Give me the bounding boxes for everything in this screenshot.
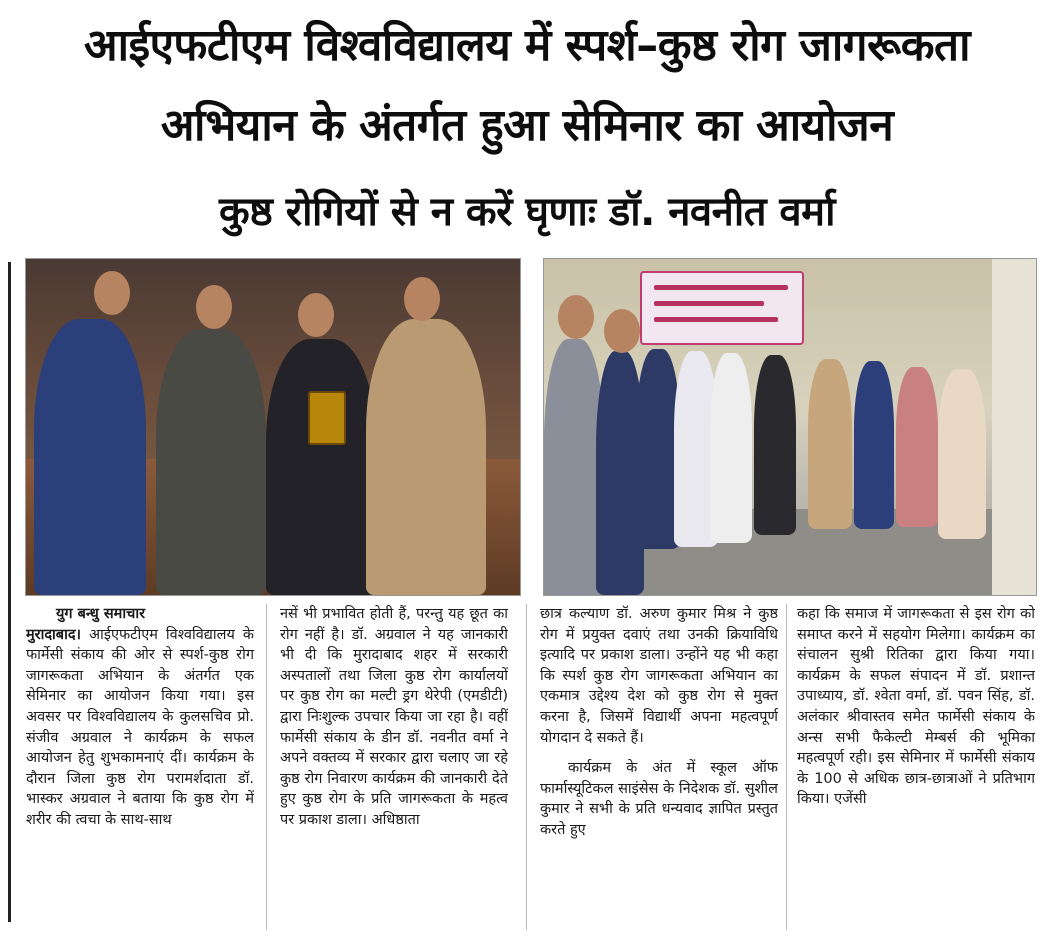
person-silhouette (896, 367, 938, 527)
article-column-4 (797, 604, 1035, 934)
article-column-1 (26, 604, 254, 934)
person-head (558, 295, 594, 339)
article-text: नसें भी प्रभावित होती हैं, परन्तु यह छूत का रोग नहीं है। डॉ. अग्रवाल ने यह जानकारी भी दी कि मुरादाबाद शहर में सरकारी अस्पतालों तथा जिला कुष्ठ रोग कार्यालयों पर कुष्ठ रोग का मल्टी ड्रग थेरेपी (एमडीटी) द्वारा निःशुल्क उपचार किया जा रहा है। वहीं फार्मेसी संकाय के डीन डॉ. नवनीत वर्मा ने अपने वक्तव्य में सरकार द्वारा चलाए जा रहे कुष्ठ रोग निवारण कार्यक्रम की जानकारी देते हुए कुष्ठ रोग के प्रति जागरूकता के महत्व पर प्रकाश डाला। अधिष्ठाता (280, 606, 508, 828)
sub-headline: कुष्ठ रोगियों से न करें घृणाः डॉ. नवनीत वर्मा (219, 189, 835, 235)
article-text: छात्र कल्याण डॉ. अरुण कुमार मिश्र ने कुष्ठ रोग में प्रयुक्त दवाएं तथा उनकी क्रियाविधि इत्यादि पर प्रकाश डाला। उन्होंने यह भी कहा कि स्पर्श कुष्ठ रोग जागरूकता अभियान का एकमात्र उद्देश्य देश को कुष्ठ रोग से मुक्त करना है, जिसमें विद्यार्थी अपना महत्वपूर्ण योगदान दे सकते हैं। (540, 606, 778, 746)
article-text: कार्यक्रम के अंत में स्कूल ऑफ फार्मास्यूटिकल साइंसेस के निदेशक डॉ. सुशील कुमार ने सभी के प्रति धन्यवाद ज्ञापित प्रस्तुत करते हुए (540, 760, 778, 838)
trophy-plaque (308, 391, 346, 445)
person-silhouette (854, 361, 894, 529)
person-silhouette (266, 339, 376, 595)
person-head (404, 277, 440, 321)
person-head (298, 293, 334, 337)
article-column-3 (540, 604, 778, 934)
person-silhouette (710, 353, 752, 543)
column-divider (266, 604, 267, 930)
photo-award-presentation (25, 258, 521, 596)
headline-line-2: अभियान के अंतर्गत हुआ सेमिनार का आयोजन (160, 100, 894, 151)
person-silhouette (544, 339, 604, 595)
column-divider (526, 604, 527, 930)
person-head (196, 285, 232, 329)
photo-pillar (992, 259, 1036, 595)
article-paragraph (26, 625, 254, 831)
article-text: आईएफटीएम विश्वविद्यालय के फार्मेसी संकाय की ओर से स्पर्श-कुष्ठ रोग जागरूकता अभियान के अंतर्गत एक सेमिनार का आयोजन किया गया। इस अवसर पर विश्वविद्यालय के कुलसचिव प्रो. संजीव अग्रवाल ने कार्यक्रम के सफल आयोजन हेतु शुभकामनाएं दीं। कार्यक्रम के दौरान जिला कुष्ठ रोग परामर्शदाता डॉ. भास्कर अग्रवाल ने बताया कि कुष्ठ रोग में शरीर की त्वचा के साथ-साथ (26, 626, 254, 828)
article-column-2 (280, 604, 508, 934)
banner-text-line (654, 285, 788, 290)
banner-text-line (654, 301, 764, 306)
photo-group-seminar (543, 258, 1037, 596)
byline: युग बन्धु समाचार (56, 606, 146, 622)
person-silhouette (34, 319, 146, 595)
person-silhouette (938, 369, 986, 539)
column-divider (786, 604, 787, 930)
article-text: कहा कि समाज में जागरूकता से इस रोग को समाप्त करने में सहयोग मिलेगा। कार्यक्रम का संचालन सुश्री रितिका द्वारा किया गया। कार्यक्रम के सफल संपादन में डॉ. प्रशान्त उपाध्याय, डॉ. श्वेता वर्मा, डॉ. पवन सिंह, डॉ. अलंकार श्रीवास्तव समेत फार्मेसी संकाय के अन्स सभी फैकेल्टी मेम्बर्स की भूमिका महत्वपूर्ण रही। इस सेमिनार में फार्मेसी संकाय के 100 से अधिक छात्र-छात्राओं ने प्रतिभाग किया। एजेंसी (797, 606, 1035, 808)
person-silhouette (808, 359, 852, 529)
person-silhouette (366, 319, 486, 595)
person-head (604, 309, 640, 353)
person-silhouette (156, 329, 266, 595)
page-edge-rule (8, 262, 11, 922)
dateline: मुरादाबाद। (26, 626, 82, 643)
person-head (94, 271, 130, 315)
banner-text-line (654, 317, 778, 322)
seminar-banner (640, 271, 804, 345)
headline-line-1: आईएफटीएम विश्वविद्यालय में स्पर्श–कुष्ठ रोग जागरूकता (84, 20, 970, 71)
person-silhouette (754, 355, 796, 535)
